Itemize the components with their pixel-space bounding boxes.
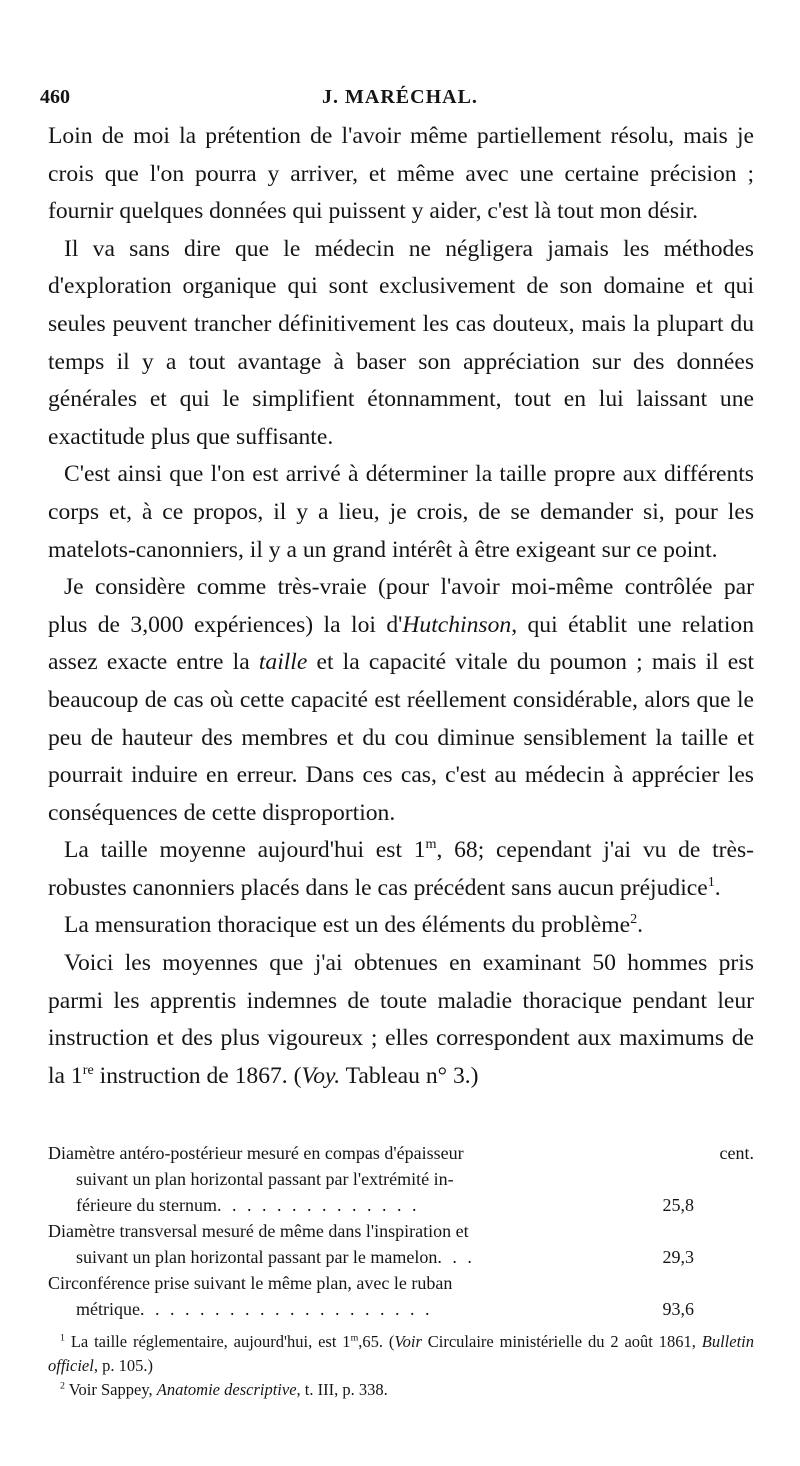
bulletin-title: Bulletin officiel bbox=[48, 1332, 754, 1375]
text-run: . bbox=[714, 874, 721, 901]
table-row bbox=[48, 1218, 754, 1270]
paragraph: Loin de moi la prétention de l'avoir même partiellement résolu, mais je crois que l'on pourra y arriver, et même avec une certaine précision ; fournir quelques données qui puissent y aider, c'est là tout mon désir. bbox=[48, 123, 754, 225]
table-row bbox=[48, 1140, 754, 1218]
text-run: , qui établit une relation assez exacte entre la bbox=[48, 611, 754, 676]
table-row bbox=[48, 1270, 754, 1322]
row-label-continued: suivant un plan horizontal passant par l'extrémité in- bbox=[76, 1169, 454, 1189]
leader-dots: . . . bbox=[437, 1247, 475, 1267]
emphasis-taille: taille bbox=[258, 649, 308, 676]
page-number: 460 bbox=[40, 86, 70, 108]
text-run: , p. 105.) bbox=[93, 1356, 153, 1375]
unit-label: cent. bbox=[719, 1143, 754, 1163]
text-run: La taille moyenne aujourd'hui est 1 bbox=[64, 837, 426, 864]
paragraph bbox=[48, 907, 754, 945]
footnote-ref: 2 bbox=[630, 911, 638, 928]
row-label-end: métrique bbox=[76, 1299, 140, 1319]
voy-abbrev: Voy. bbox=[301, 1062, 341, 1089]
text-run: Circulaire ministérielle du 2 août 1861, bbox=[421, 1332, 702, 1351]
row-label-continued bbox=[48, 1192, 682, 1218]
row-label-end: férieure du sternum bbox=[76, 1195, 217, 1215]
text-run: , t. III, p. 338. bbox=[296, 1380, 388, 1399]
footnotes bbox=[48, 1330, 754, 1402]
measurement-table bbox=[48, 1140, 754, 1322]
text-run: Je considère comme très-vraie (pour l'avoir moi-même contrôlée par plus de 3,000 expériences) la loi d' bbox=[48, 574, 754, 638]
row-label: Circonférence prise suivant le même plan, avec le ruban bbox=[48, 1273, 453, 1293]
text-run: instruction de 1867. ( bbox=[93, 1062, 302, 1089]
text-run: ,65. ( bbox=[358, 1332, 395, 1351]
text-run: , 68; cependant j'ai vu de très-robustes canonniers placés dans le cas précédent sans aucun préjudice bbox=[48, 837, 754, 901]
row-value: 29,3 bbox=[662, 1247, 694, 1267]
row-label-continued bbox=[48, 1244, 682, 1270]
footnote-mark: 1 bbox=[60, 1332, 65, 1344]
book-title: Anatomie descriptive bbox=[156, 1380, 297, 1399]
running-title: J. MARÉCHAL. bbox=[322, 86, 478, 108]
paragraph bbox=[48, 832, 754, 907]
text-run: La taille réglementaire, aujourd'hui, est 1 bbox=[64, 1332, 351, 1351]
author-name: Hutchinson bbox=[402, 611, 512, 638]
main-text bbox=[48, 118, 754, 1095]
row-label-end: suivant un plan horizontal passant par le mamelon bbox=[76, 1247, 438, 1267]
text-run: La mensuration thoracique est un des éléments du problème bbox=[64, 912, 631, 939]
paragraph bbox=[48, 945, 754, 1095]
text-run: Tableau n° 3.) bbox=[340, 1062, 479, 1089]
row-label-continued bbox=[48, 1296, 682, 1322]
text-run: Voici les moyennes que j'ai obtenues en examinant 50 hommes pris parmi les apprentis indemnes de toute maladie thoracique pendant leur instruction et des plus vigoureux ; elles correspondent aux maximums de la 1 bbox=[48, 950, 754, 1089]
footnote bbox=[48, 1378, 754, 1402]
unit-superscript: m bbox=[350, 1332, 359, 1344]
paragraph: C'est ainsi que l'on est arrivé à déterminer la taille propre aux différents corps et, à ce propos, il y a lieu, je crois, de se demander si, pour les matelots-canonniers, il y a un grand intérêt à être exigeant sur ce point. bbox=[48, 461, 754, 563]
leader-dots: . . . . . . . . . . . . . . bbox=[216, 1195, 420, 1215]
ordinal-superscript: re bbox=[82, 1061, 94, 1078]
text-run: Voir Sappey, bbox=[64, 1380, 157, 1399]
footnote bbox=[48, 1330, 754, 1378]
row-label: Diamètre transversal mesuré de même dans l'inspiration et bbox=[48, 1221, 469, 1241]
text-run: . bbox=[637, 912, 644, 939]
row-value: 93,6 bbox=[662, 1299, 694, 1319]
page-header bbox=[40, 86, 760, 116]
paragraph bbox=[48, 569, 754, 832]
leader-dots: . . . . . . . . . . . . . . . . . . . . bbox=[139, 1299, 433, 1319]
voir-italic: Voir bbox=[394, 1332, 422, 1351]
row-value: 25,8 bbox=[662, 1195, 694, 1215]
row-label: Diamètre antéro-postérieur mesuré en compas d'épaisseur bbox=[48, 1143, 464, 1163]
unit-superscript: m bbox=[425, 836, 437, 853]
paragraph: Il va sans dire que le médecin ne négligera jamais les méthodes d'exploration organique qui sont exclusivement de son domaine et qui seules peuvent trancher définitivement les cas douteux, mais la plupart du temps il y a tout avantage à baser son appréciation sur des données générales et qui le simplifient étonnamment, tout en lui laissant une exactitude plus que suffisante. bbox=[48, 235, 754, 450]
footnote-ref: 1 bbox=[707, 874, 715, 891]
text-run: et la capacité vitale du poumon ; mais il est beaucoup de cas où cette capacité est réellement considérable, alors que le peu de hauteur des membres et du cou diminue sensiblement la taille et pourrait induire en erreur. Dans ces cas, c'est au médecin à apprécier les conséquences de cette disproportion. bbox=[48, 649, 755, 826]
footnote-mark: 2 bbox=[60, 1380, 65, 1392]
